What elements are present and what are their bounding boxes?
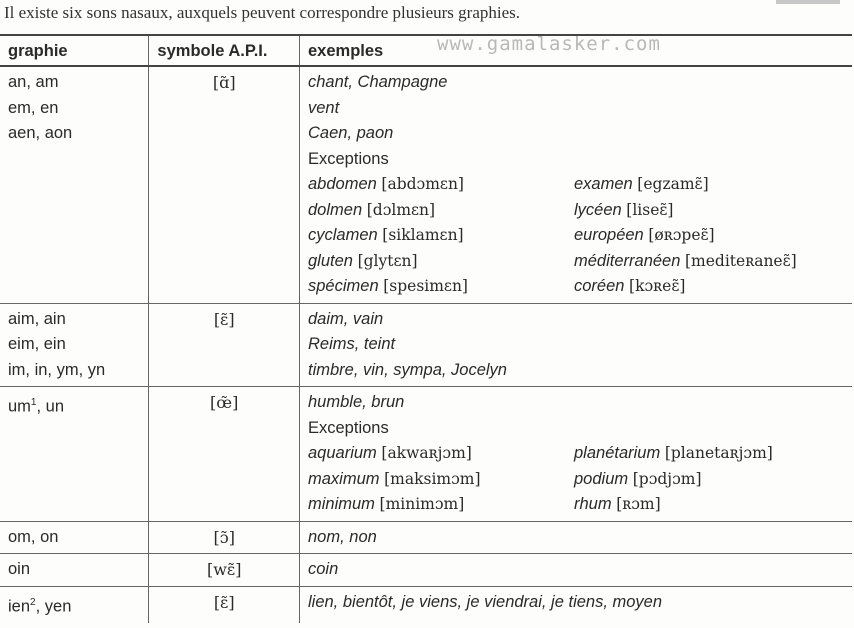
graphie-line: om, on	[8, 527, 59, 546]
graphie-part: yen	[44, 597, 72, 615]
exception-word: lycéen	[574, 200, 622, 219]
exception-word: planétarium	[574, 444, 661, 462]
example-line: timbre, vin, sympa, Jocelyn	[308, 360, 507, 379]
exception-item	[574, 274, 844, 300]
exception-ipa: [spesimɛn]	[383, 277, 468, 295]
exception-ipa: [maksimɔm]	[384, 469, 481, 488]
exception-ipa: [kɔʀeɛ̃]	[629, 277, 686, 295]
exception-item	[308, 441, 574, 467]
example-line: Reims, teint	[308, 335, 396, 353]
exception-item	[574, 172, 844, 198]
graphie-cell	[0, 66, 149, 303]
ipa-symbol-cell: [ɛ̃]	[149, 303, 300, 387]
exception-item	[574, 441, 844, 467]
graphie-line: aen, aon	[8, 124, 73, 142]
intro-text: Il existe six sons nasaux, auxquels peuvent correspondre plusieurs graphies.	[4, 3, 521, 22]
examples-cell	[300, 66, 853, 303]
exception-ipa: [liseɛ̃]	[626, 200, 674, 219]
nasal-sounds-table	[0, 34, 852, 623]
graphie-cell	[0, 303, 149, 387]
graphie-line: aim, ain	[8, 309, 66, 328]
footnote-marker: 2	[30, 596, 36, 608]
exception-item	[308, 198, 574, 224]
exception-word: abdomen	[308, 175, 377, 193]
exceptions-title: Exceptions	[308, 149, 389, 168]
graphie-line: em, en	[8, 98, 59, 117]
exception-ipa: [mediteʀaneɛ̃]	[685, 251, 797, 270]
example-line: Caen, paon	[308, 124, 394, 142]
exception-item	[308, 492, 574, 518]
example-line: lien, bientôt, je viens, je viendrai, je tiens, moyen	[308, 592, 663, 611]
example-line: chant, Champagne	[308, 73, 448, 91]
graphie-part: um	[8, 397, 31, 416]
header-exemples: exemples	[300, 35, 853, 66]
exceptions-grid	[308, 172, 844, 300]
graphie-part: un	[45, 397, 65, 416]
graphie-part: ien	[8, 597, 31, 615]
exception-item	[308, 274, 574, 300]
graphie-line: $um^1$, un	[8, 397, 65, 416]
exception-item	[308, 223, 574, 249]
exception-word: méditerranéen	[574, 251, 681, 270]
graphie-line: eim, ein	[8, 335, 66, 353]
graphie-line: im, in, ym, yn	[8, 360, 106, 379]
graphie-cell	[0, 387, 149, 522]
examples-cell	[300, 521, 853, 554]
graphie-line: an, am	[8, 73, 59, 91]
ipa-symbol-cell: [ɔ̃]	[149, 521, 300, 554]
table-row	[0, 303, 852, 387]
exception-ipa: [abdɔmɛn]	[381, 175, 464, 193]
example-line: vent	[308, 98, 340, 117]
exception-word: spécimen	[308, 277, 379, 295]
example-line: daim, vain	[308, 309, 384, 328]
example-line: nom, non	[308, 527, 377, 546]
exception-word: européen	[574, 226, 644, 244]
exception-ipa: [minimɔm]	[379, 495, 465, 513]
example-line: humble, brun	[308, 393, 405, 411]
examples-cell	[300, 387, 853, 522]
exception-item	[308, 467, 574, 493]
exception-ipa: [øʀɔpeɛ̃]	[648, 226, 715, 244]
exception-ipa: [dɔlmɛn]	[366, 200, 436, 219]
exception-word: dolmen	[308, 200, 363, 219]
exception-item	[574, 467, 844, 493]
exception-word: podium	[574, 469, 629, 488]
exception-ipa: [ʀɔm]	[616, 495, 661, 513]
table-row	[0, 66, 852, 303]
exception-item	[308, 249, 574, 275]
table-row	[0, 554, 852, 587]
header-symbole: symbole A.P.I.	[149, 35, 300, 66]
exception-ipa: [pɔdjɔm]	[632, 469, 702, 488]
exception-item	[574, 249, 844, 275]
exception-item	[574, 223, 844, 249]
graphie-cell	[0, 586, 149, 623]
exception-ipa: [akwaʀjɔm]	[381, 444, 472, 462]
ipa-symbol-cell: [ɛ̃]	[149, 586, 300, 623]
exception-ipa: [egzamɛ̃]	[637, 175, 709, 193]
ipa-symbol-cell: [wɛ̃]	[149, 554, 300, 587]
exception-word: coréen	[574, 277, 625, 295]
exception-ipa: [planetaʀjɔm]	[664, 444, 773, 462]
examples-cell	[300, 586, 853, 623]
watermark: www.gamalasker.com	[437, 33, 661, 55]
exception-word: rhum	[574, 495, 612, 513]
exceptions-grid	[308, 441, 844, 518]
table-row	[0, 387, 852, 522]
graphie-cell	[0, 521, 149, 554]
exception-item	[574, 198, 844, 224]
exception-item	[574, 492, 844, 518]
page-edge-mark	[776, 0, 840, 4]
exception-item	[308, 172, 574, 198]
ipa-symbol-cell: [ɑ̃]	[149, 66, 300, 303]
example-line: coin	[308, 560, 339, 578]
exception-word: gluten	[308, 251, 353, 270]
footnote-marker: 1	[30, 397, 37, 408]
exception-ipa: [siklamɛn]	[382, 226, 464, 244]
graphie-line: ien$^2$, yen	[8, 596, 72, 615]
exception-word: minimum	[308, 495, 375, 513]
exception-word: examen	[574, 175, 633, 193]
exceptions-title: Exceptions	[308, 418, 389, 437]
graphie-cell	[0, 554, 149, 587]
exception-word: aquarium	[308, 444, 377, 462]
header-graphie: graphie	[0, 35, 149, 66]
exception-ipa: [glytɛn]	[357, 251, 418, 270]
examples-cell	[300, 554, 853, 587]
ipa-symbol-cell: [œ̃]	[149, 387, 300, 522]
table-row	[0, 586, 852, 623]
table-header-row	[0, 35, 852, 66]
examples-cell	[300, 303, 853, 387]
graphie-line: oin	[8, 560, 31, 578]
table-row	[0, 521, 852, 554]
exception-word: maximum	[308, 469, 380, 488]
exception-word: cyclamen	[308, 226, 378, 244]
